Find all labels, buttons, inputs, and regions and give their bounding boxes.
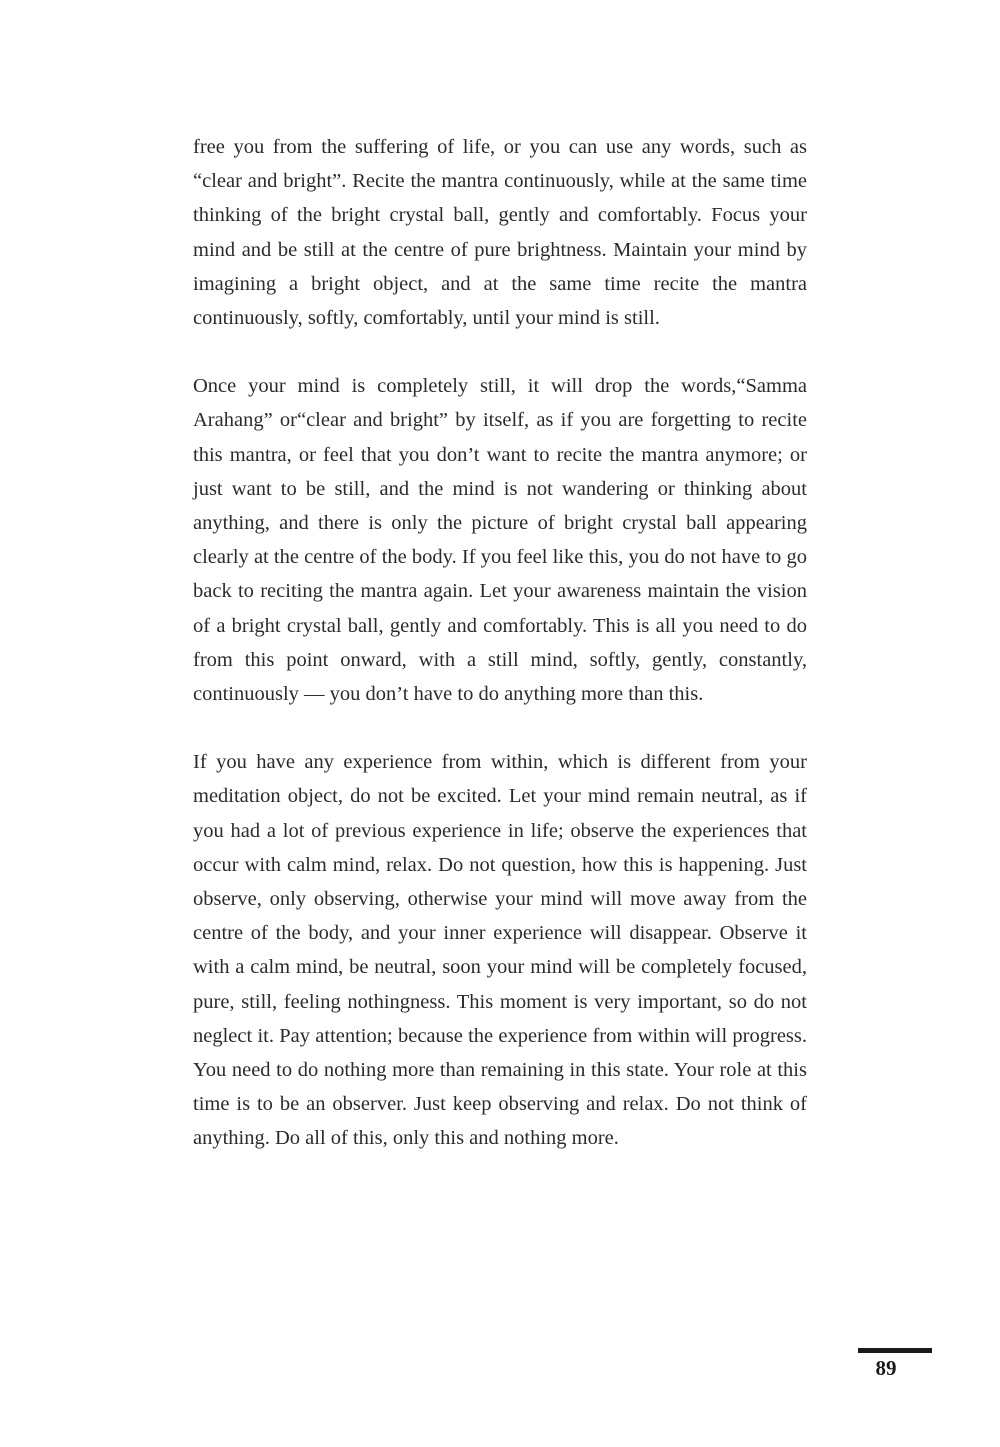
- footer-rule: [858, 1348, 932, 1353]
- paragraph-1: free you from the suffering of life, or you can use any words, such as “clear and bright”. Recite the mantra continuously, while at the same time thinking of the bright crystal ball, gently and comfortably. Focus your mind and be still at the centre of pure brightness. Maintain your mind by imagining a bright object, and at the same time recite the mantra continuously, softly, comfortably, until your mind is still.: [193, 136, 807, 330]
- paragraph-3: If you have any experience from within, which is different from your meditation object, do not be excited. Let your mind remain neutral, as if you had a lot of previous experience in life; observe the experiences that occur with calm mind, relax. Do not question, how this is happening. Just observe, only observing, otherwise your mind will move away from the centre of the body, and your inner experience will disappear. Observe it with a calm mind, be neutral, soon your mind will be completely focused, pure, still, feeling nothingness. This moment is very important, so do not neglect it. Pay attention; because the experience from within will progress. You need to do nothing more than remaining in this state. Your role at this time is to be an observer. Just keep observing and relax. Do not think of anything. Do all of this, only this and nothing more.: [193, 751, 807, 1150]
- paragraph-2: Once your mind is completely still, it will drop the words,“Samma Arahang” or“clear and bright” by itself, as if you are forgetting to recite this mantra, or feel that you don’t want to recite the mantra anymore; or just want to be still, and the mind is not wandering or thinking about anything, and there is only the picture of bright crystal ball appearing clearly at the centre of the body. If you feel like this, you do not have to go back to reciting the mantra again. Let your awareness maintain the vision of a bright crystal ball, gently and comfortably. This is all you need to do from this point onward, with a still mind, softly, gently, constantly, continuously — you don’t have to do anything more than this.: [193, 375, 807, 706]
- page-number: 89: [875, 1356, 897, 1380]
- body-text: [193, 130, 807, 1190]
